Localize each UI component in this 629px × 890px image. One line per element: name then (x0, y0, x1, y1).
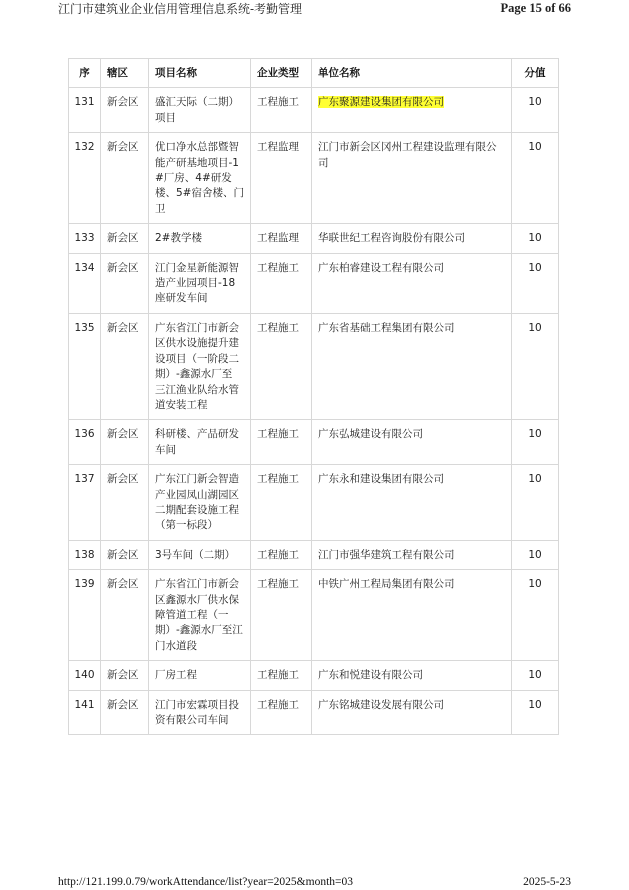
column-header-company: 单位名称 (312, 59, 512, 88)
cell-seq: 136 (69, 420, 101, 465)
table-row (69, 253, 559, 313)
cell-company: 广东柏睿建设工程有限公司 (312, 253, 512, 313)
table-row (69, 313, 559, 419)
table-row (69, 690, 559, 735)
table-row (69, 133, 559, 224)
cell-district: 新会区 (101, 253, 149, 313)
cell-seq: 133 (69, 224, 101, 253)
cell-company: 江门市强华建筑工程有限公司 (312, 540, 512, 569)
cell-score: 10 (512, 690, 559, 735)
cell-district: 新会区 (101, 313, 149, 419)
cell-type: 工程施工 (251, 570, 312, 661)
attendance-table (68, 58, 559, 735)
footer-date: 2025-5-23 (523, 876, 571, 888)
table-header-row (69, 59, 559, 88)
cell-district: 新会区 (101, 465, 149, 541)
table-row (69, 88, 559, 133)
page-number: Page 15 of 66 (500, 1, 571, 15)
cell-type: 工程施工 (251, 313, 312, 419)
column-header-project: 项目名称 (149, 59, 251, 88)
cell-score: 10 (512, 540, 559, 569)
cell-project: 科研楼、产品研发车间 (149, 420, 251, 465)
cell-type: 工程施工 (251, 88, 312, 133)
table-row (69, 661, 559, 690)
cell-type: 工程监理 (251, 133, 312, 224)
cell-project: 广东省江门市新会区供水设施提升建设项目（一阶段二期）-鑫源水厂至 三江渔业队给水管道安装工程 (149, 313, 251, 419)
cell-type: 工程施工 (251, 253, 312, 313)
cell-score: 10 (512, 133, 559, 224)
column-header-score: 分值 (512, 59, 559, 88)
cell-type: 工程施工 (251, 690, 312, 735)
cell-district: 新会区 (101, 570, 149, 661)
highlighted-company-name: 广东聚源建设集团有限公司 (318, 96, 444, 109)
column-header-district: 辖区 (101, 59, 149, 88)
cell-project: 广东省江门市新会区鑫源水厂供水保障管道工程（一期）-鑫源水厂至江门水道段 (149, 570, 251, 661)
cell-company: 广东弘城建设有限公司 (312, 420, 512, 465)
cell-district: 新会区 (101, 133, 149, 224)
cell-district: 新会区 (101, 661, 149, 690)
cell-seq: 139 (69, 570, 101, 661)
cell-company: 广东永和建设集团有限公司 (312, 465, 512, 541)
cell-score: 10 (512, 224, 559, 253)
cell-project: 厂房工程 (149, 661, 251, 690)
cell-score: 10 (512, 661, 559, 690)
cell-company: 广东和悦建设有限公司 (312, 661, 512, 690)
cell-type: 工程施工 (251, 465, 312, 541)
cell-company: 广东铭城建设发展有限公司 (312, 690, 512, 735)
cell-company: 江门市新会区冈州工程建设监理有限公司 (312, 133, 512, 224)
cell-score: 10 (512, 88, 559, 133)
table-row (69, 420, 559, 465)
cell-seq: 137 (69, 465, 101, 541)
cell-score: 10 (512, 313, 559, 419)
cell-type: 工程施工 (251, 661, 312, 690)
cell-seq: 138 (69, 540, 101, 569)
cell-project: 盛汇天际（二期）项目 (149, 88, 251, 133)
cell-seq: 140 (69, 661, 101, 690)
cell-company: 华联世纪工程咨询股份有限公司 (312, 224, 512, 253)
cell-type: 工程监理 (251, 224, 312, 253)
cell-district: 新会区 (101, 540, 149, 569)
table-row (69, 224, 559, 253)
document-header-title: 江门市建筑业企业信用管理信息系统-考勤管理 (58, 2, 303, 16)
cell-district: 新会区 (101, 88, 149, 133)
table-row (69, 570, 559, 661)
cell-score: 10 (512, 253, 559, 313)
cell-district: 新会区 (101, 224, 149, 253)
cell-company: 广东省基础工程集团有限公司 (312, 313, 512, 419)
cell-seq: 141 (69, 690, 101, 735)
cell-district: 新会区 (101, 420, 149, 465)
column-header-seq: 序 (69, 59, 101, 88)
table-row (69, 465, 559, 541)
cell-score: 10 (512, 570, 559, 661)
cell-company (312, 88, 512, 133)
cell-score: 10 (512, 465, 559, 541)
cell-type: 工程施工 (251, 540, 312, 569)
cell-project: 广东江门新会智造产业园凤山湖园区二期配套设施工程（第一标段） (149, 465, 251, 541)
cell-project: 江门金星新能源智造产业园项目-18座研发车间 (149, 253, 251, 313)
cell-type: 工程施工 (251, 420, 312, 465)
cell-district: 新会区 (101, 690, 149, 735)
column-header-type: 企业类型 (251, 59, 312, 88)
cell-company: 中铁广州工程局集团有限公司 (312, 570, 512, 661)
cell-seq: 131 (69, 88, 101, 133)
cell-seq: 132 (69, 133, 101, 224)
cell-project: 2#教学楼 (149, 224, 251, 253)
cell-project: 3号车间（二期） (149, 540, 251, 569)
footer-url: http://121.199.0.79/workAttendance/list?year=2025&month=03 (58, 876, 353, 888)
cell-score: 10 (512, 420, 559, 465)
cell-seq: 134 (69, 253, 101, 313)
cell-project: 江门市宏霖项目投资有限公司车间 (149, 690, 251, 735)
table-row (69, 540, 559, 569)
cell-project: 优口净水总部暨智能产研基地项目-1#厂房、4#研发楼、5#宿舍楼、门卫 (149, 133, 251, 224)
cell-seq: 135 (69, 313, 101, 419)
